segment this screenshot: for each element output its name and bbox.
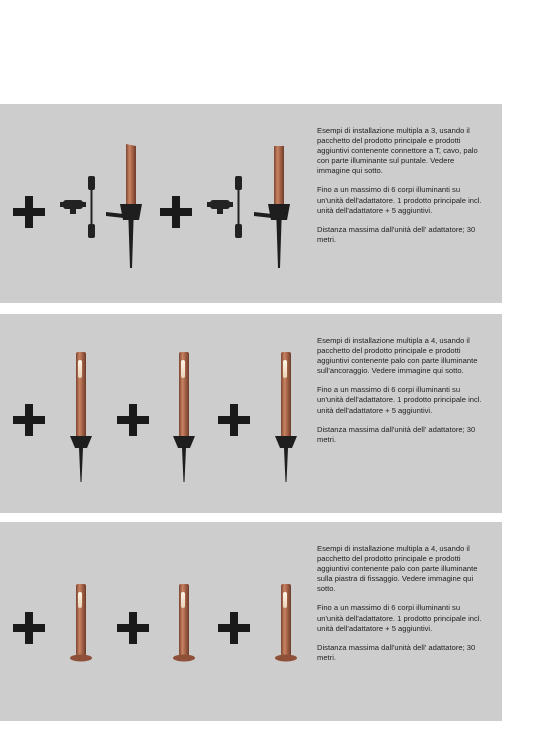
plus-icon (160, 196, 192, 228)
installation-panel-1 (0, 104, 502, 303)
installation-panel-3 (0, 522, 502, 721)
illustration-row-2 (0, 314, 310, 513)
cable-icon (85, 176, 99, 240)
plus-icon (218, 404, 250, 436)
spike-lamp-icon (254, 144, 298, 272)
cable-icon (232, 176, 246, 240)
description-paragraph: Fino a un massimo di 6 corpi illuminanti su un'unità dell'adattatore. 1 prodotto principale incl. unità dell'adattatore + 5 aggiuntivi. (317, 385, 482, 415)
description-paragraph: Esempi di installazione multipla a 4, usando il pacchetto del prodotto principale e prodotti aggiuntivi contenente palo con parte illuminante sulla piastra di fissaggio. Vedere immagine qui sotto. (317, 544, 478, 594)
description-text (317, 544, 487, 663)
bollard-spike-lamp-icon (66, 350, 96, 484)
description-text (317, 336, 487, 445)
illustration-row-3 (0, 522, 310, 721)
spike-lamp-icon (106, 144, 150, 272)
bollard-plate-lamp-icon (169, 582, 199, 664)
plus-icon (13, 404, 45, 436)
description-paragraph: Distanza massima dall'unità dell' adattatore; 30 metri. (317, 224, 476, 244)
plus-icon (13, 612, 45, 644)
description-paragraph: Fino a un massimo di 6 corpi illuminanti su un'unità dell'adattatore. 1 prodotto principale incl. unità dell'adattatore + 5 aggiuntivi. (317, 185, 482, 215)
description-paragraph: Fino a un massimo di 6 corpi illuminanti su un'unità dell'adattatore. 1 prodotto principale incl. unità dell'adattatore + 5 aggiuntivi. (317, 603, 482, 633)
bollard-spike-lamp-icon (169, 350, 199, 484)
plus-icon (218, 612, 250, 644)
plus-icon (13, 196, 45, 228)
bollard-spike-lamp-icon (271, 350, 301, 484)
bollard-plate-lamp-icon (271, 582, 301, 664)
illustration-row-1 (0, 104, 310, 303)
description-paragraph: Distanza massima dall'unità dell' adattatore; 30 metri. (317, 424, 476, 444)
plus-icon (117, 404, 149, 436)
description-paragraph: Esempi di installazione multipla a 3, usando il pacchetto del prodotto principale e prodotti aggiuntivi contenente connettore a T, cavo, palo con parte illuminante sul puntale. Vedere immagine qui sotto. (317, 126, 478, 176)
t-connector-icon (60, 196, 86, 216)
description-paragraph: Esempi di installazione multipla a 4, usando il pacchetto del prodotto principale e prodotti aggiuntivi contenente palo con parte illuminante sull'ancoraggio. Vedere immagine qui sotto. (317, 336, 478, 376)
plus-icon (117, 612, 149, 644)
t-connector-icon (207, 196, 233, 216)
description-text (317, 126, 487, 245)
installation-panel-2 (0, 314, 502, 513)
description-paragraph: Distanza massima dall'unità dell' adattatore; 30 metri. (317, 642, 476, 662)
bollard-plate-lamp-icon (66, 582, 96, 664)
